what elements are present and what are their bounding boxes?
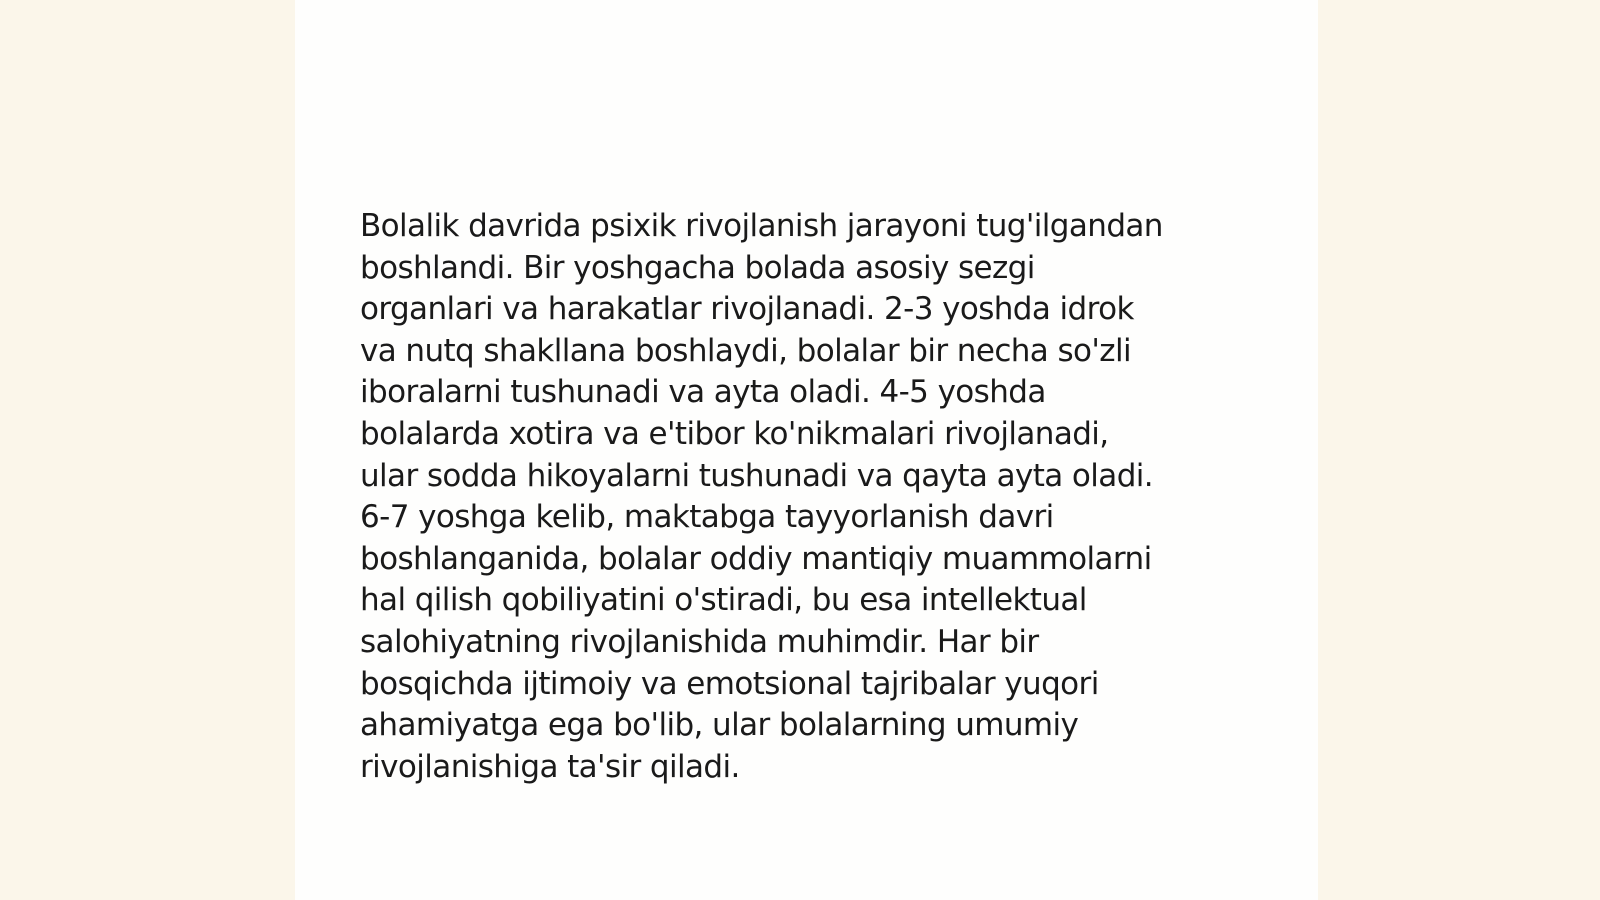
paragraph-line: ahamiyatga ega bo'lib, ular bolalarning umumiy: [360, 707, 1079, 744]
paragraph-line: rivojlanishiga ta'sir qiladi.: [360, 748, 740, 785]
paragraph-line: bosqichda ijtimoiy va emotsional tajribalar yuqori: [360, 665, 1099, 702]
paragraph-line: organlari va harakatlar rivojlanadi. 2-3 yoshda idrok: [360, 291, 1134, 328]
paragraph-line: Bolalik davrida psixik rivojlanish jarayoni tug'ilgandan: [360, 208, 1163, 244]
paragraph-line: bolalarda xotira va e'tibor ko'nikmalari rivojlanadi,: [360, 415, 1109, 452]
slide-body-paragraph: [360, 206, 1240, 788]
paragraph-line: iboralarni tushunadi va ayta oladi. 4-5 yoshda: [360, 374, 1046, 411]
left-margin-panel: [0, 0, 295, 900]
paragraph-line: boshlandi. Bir yoshgacha bolada asosiy sezgi: [360, 249, 1035, 286]
paragraph-line: va nutq shakllana boshlaydi, bolalar bir necha so'zli: [360, 332, 1131, 369]
paragraph-line: hal qilish qobiliyatini o'stiradi, bu esa intellektual: [360, 582, 1087, 619]
right-margin-panel: [1318, 0, 1600, 900]
slide-page: [295, 0, 1318, 900]
paragraph-line: salohiyatning rivojlanishida muhimdir. Har bir: [360, 623, 1039, 660]
paragraph-line: ular sodda hikoyalarni tushunadi va qayta ayta oladi.: [360, 457, 1154, 494]
paragraph-line: boshlanganida, bolalar oddiy mantiqiy muammolarni: [360, 540, 1152, 577]
paragraph-line: 6-7 yoshga kelib, maktabga tayyorlanish davri: [360, 499, 1054, 536]
